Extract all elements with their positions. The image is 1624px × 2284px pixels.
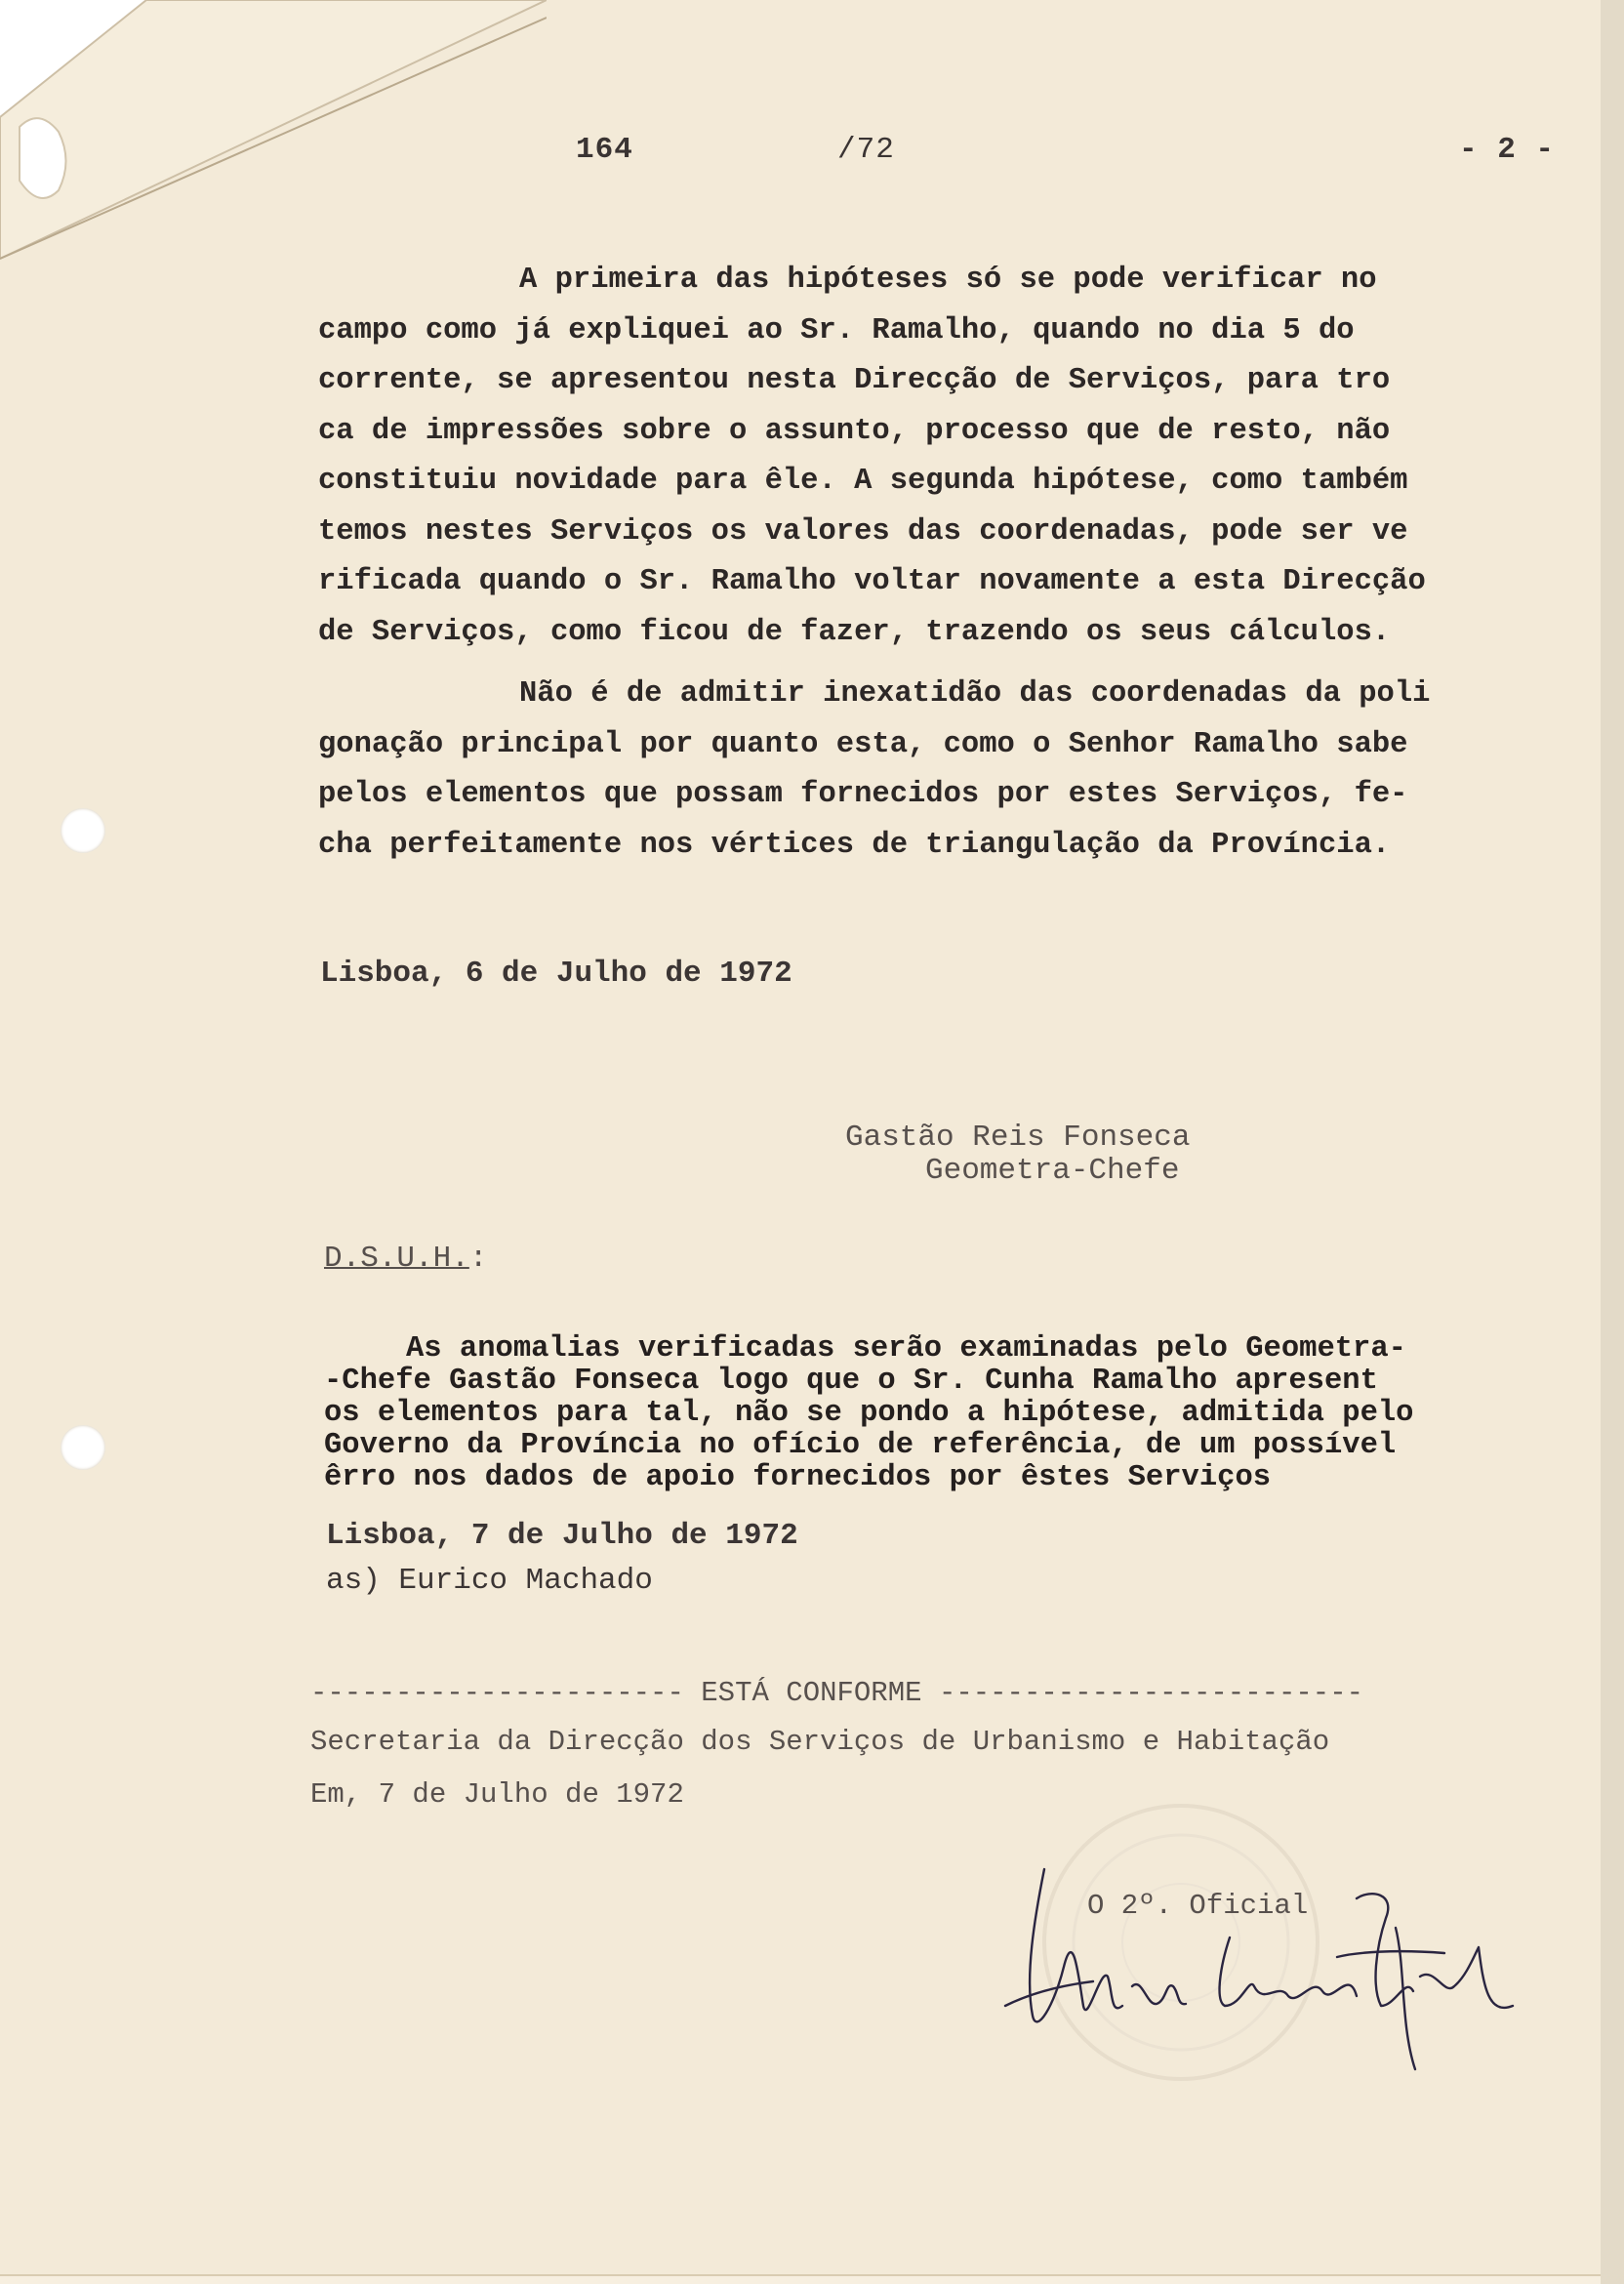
dispatch-label-text: D.S.U.H. (324, 1242, 469, 1276)
official-title: O 2º. Oficial (1087, 1890, 1309, 1922)
p1-line-6: temos nestes Serviços os valores das coordenadas, pode ser ve (318, 514, 1408, 549)
p1-line-4: ca de impressões sobre o assunto, processo que de resto, não (318, 414, 1391, 448)
conformity-label: ESTÁ CONFORME (701, 1677, 922, 1709)
folded-corner (0, 0, 547, 283)
dispatch-label (324, 1242, 487, 1276)
p2-line-4: cha perfeitamente nos vértices de triangulação da Província. (318, 828, 1391, 862)
p1-line-8: de Serviços, como ficou de fazer, trazendo os seus cálculos. (318, 615, 1391, 649)
d-line-1: As anomalias verificadas serão examinadas pelo Geometra- (406, 1332, 1406, 1366)
reference-year: /72 (837, 133, 895, 167)
paragraph-2 (318, 670, 1567, 871)
p1-line-3: corrente, se apresentou nesta Direcção de Serviços, para tro (318, 364, 1391, 397)
p2-line-2: gonação principal por quanto esta, como o Senhor Ramalho sabe (318, 727, 1408, 761)
dispatch-text (324, 1333, 1573, 1494)
punch-hole-top (61, 808, 105, 853)
p2-line-3: pelos elementos que possam fornecidos por estes Serviços, fe- (318, 778, 1408, 811)
p1-line-1: A primeira das hipóteses só se pode verificar no (519, 264, 1377, 297)
reference-number: 164 (576, 133, 633, 167)
page-number: - 2 - (1459, 133, 1556, 167)
page-edge (1601, 0, 1624, 2284)
conformity-line (310, 1677, 1363, 1709)
p1-line-5: constituiu novidade para êle. A segunda hipótese, como também (318, 465, 1408, 498)
paragraph-1 (318, 256, 1567, 658)
place-date-1: Lisboa, 6 de Julho de 1972 (320, 957, 792, 991)
d-line-4: Governo da Província no ofício de referência, de um possível (324, 1429, 1397, 1462)
signer-title: Geometra-Chefe (925, 1154, 1180, 1188)
dashes-right: ------------------------- (938, 1677, 1364, 1709)
office-name: Secretaria da Direcção dos Serviços de Urbanismo e Habitação (310, 1726, 1330, 1758)
dispatch-label-colon: : (468, 1242, 488, 1276)
p1-line-2: campo como já expliquei ao Sr. Ramalho, quando no dia 5 do (318, 313, 1355, 347)
place-date-2: Lisboa, 7 de Julho de 1972 (326, 1519, 798, 1553)
handwritten-signature (986, 1859, 1532, 2084)
p1-line-7: rificada quando o Sr. Ramalho voltar novamente a esta Direcção (318, 565, 1426, 598)
conformity-date: Em, 7 de Julho de 1972 (310, 1778, 684, 1811)
punch-hole-bottom (61, 1425, 105, 1470)
dashes-left: ---------------------- (310, 1677, 684, 1709)
d-line-3: os elementos para tal, não se pondo a hipótese, admitida pelo (324, 1397, 1414, 1430)
p2-line-1: Não é de admitir inexatidão das coordenadas da poli (519, 677, 1431, 711)
d-line-5: êrro nos dados de apoio fornecidos por êstes Serviços (324, 1461, 1272, 1494)
signer-name: Gastão Reis Fonseca (845, 1121, 1191, 1155)
signed-by: as) Eurico Machado (326, 1564, 653, 1598)
d-line-2: -Chefe Gastão Fonseca logo que o Sr. Cunha Ramalho apresent (324, 1365, 1378, 1398)
